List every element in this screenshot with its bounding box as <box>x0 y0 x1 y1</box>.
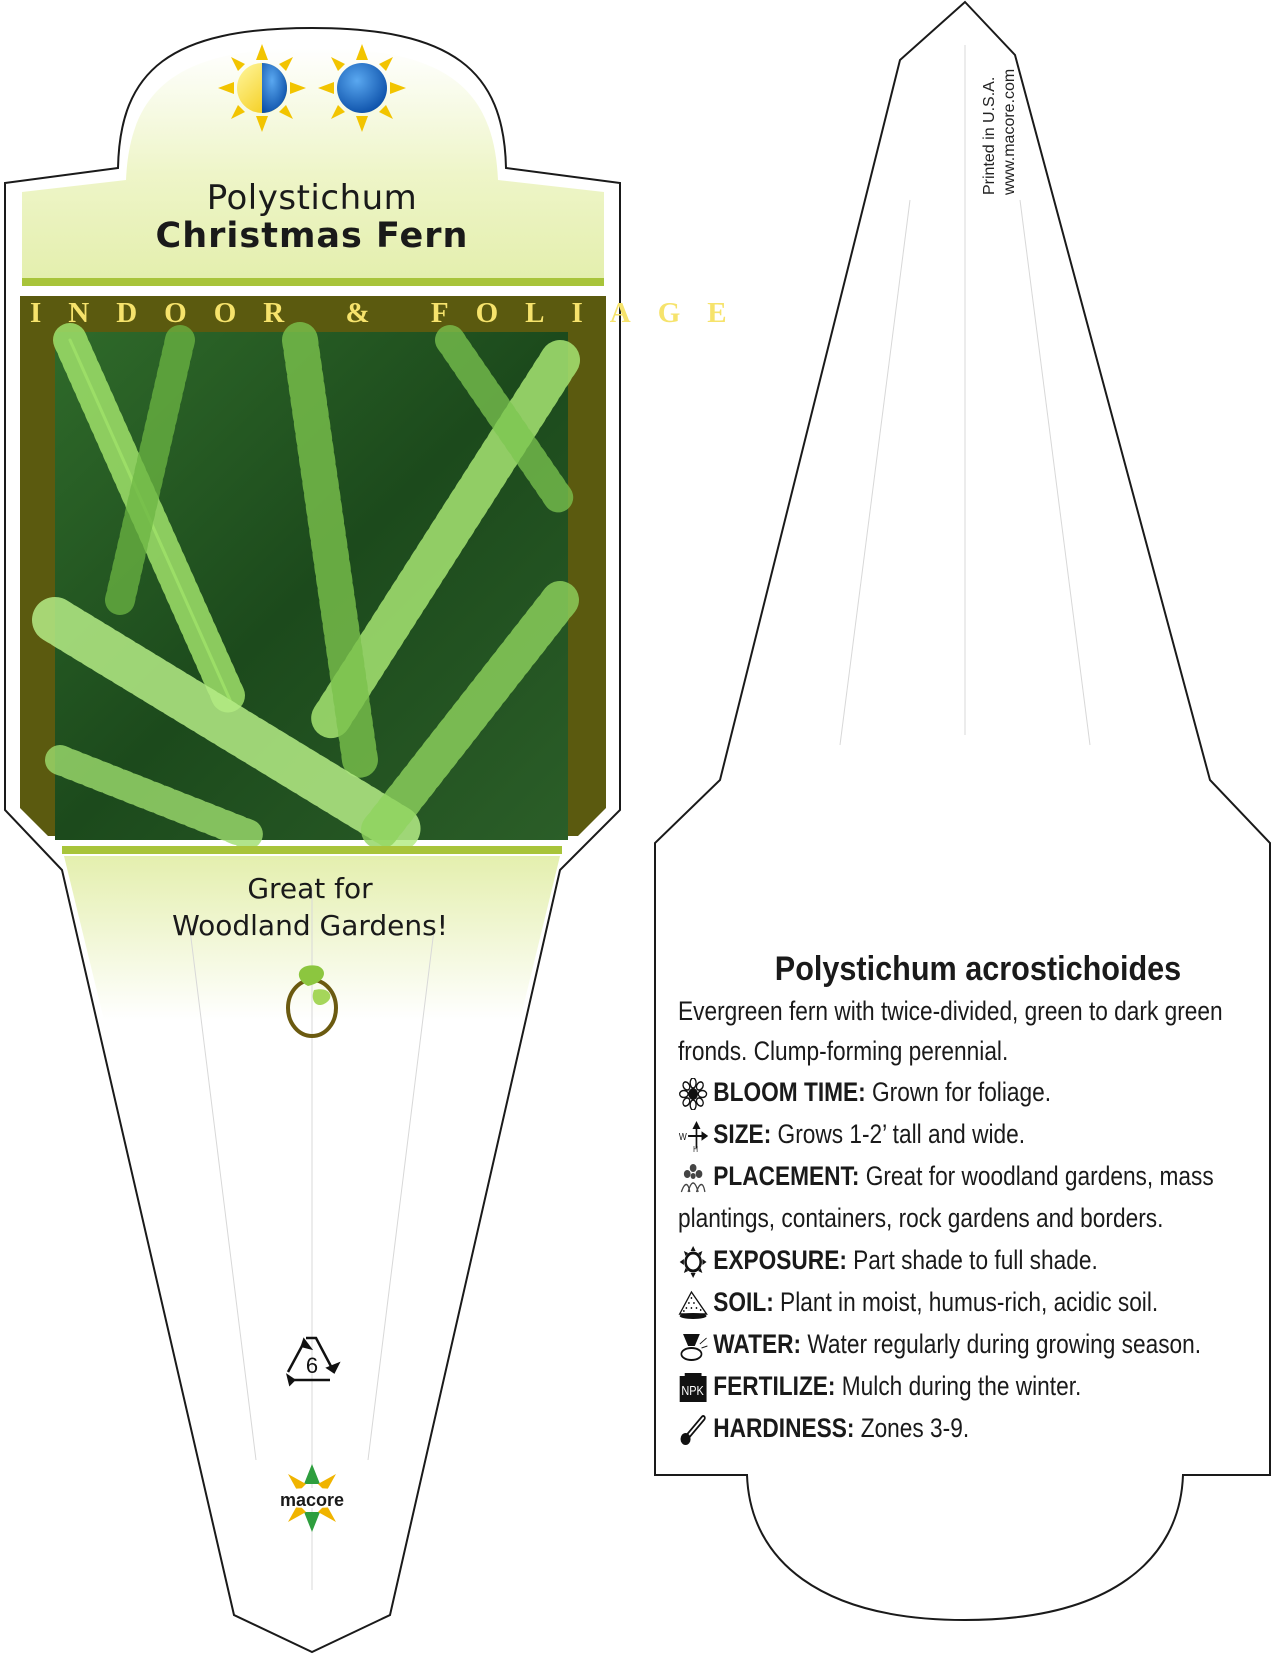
front-header-rule <box>22 278 604 286</box>
plant-description: Evergreen fern with twice-divided, green to dark green fronds. Clump-forming perennial. <box>678 996 1223 1066</box>
placement-icon <box>678 1162 708 1194</box>
attr-label: WATER: <box>713 1329 802 1359</box>
attr-value: Great for woodland gardens, mass plantings, containers, rock gardens and borders. <box>678 1161 1214 1233</box>
thermometer-icon <box>678 1414 708 1446</box>
front-genus-name: Polystichum <box>206 178 418 218</box>
printed-note <box>980 69 1020 195</box>
sun-outline-icon <box>678 1246 708 1278</box>
attr-value: Part shade to full shade. <box>846 1245 1098 1275</box>
attr-size <box>678 1113 1258 1155</box>
front-tagline <box>60 870 560 944</box>
tagline-line-1: Great for <box>247 872 373 905</box>
back-info <box>678 950 1250 1449</box>
soil-pile-icon <box>678 1288 708 1320</box>
attr-soil <box>678 1281 1258 1323</box>
attr-label: PLACEMENT: <box>713 1161 860 1191</box>
attr-water <box>678 1323 1258 1365</box>
part-sun-icon <box>218 44 306 132</box>
attr-label: FERTILIZE: <box>713 1371 836 1401</box>
category-banner: INDOOR & FOLIAGE <box>30 297 754 329</box>
attr-label: SOIL: <box>713 1287 774 1317</box>
front-footer-rule <box>62 846 562 854</box>
attr-exposure <box>678 1239 1258 1281</box>
attr-value: Water regularly during growing season. <box>801 1329 1202 1359</box>
attr-label: BLOOM TIME: <box>713 1077 866 1107</box>
attr-value: Zones 3-9. <box>854 1413 970 1443</box>
attr-label: HARDINESS: <box>713 1413 855 1443</box>
shade-icon <box>318 44 406 132</box>
svg-text:W: W <box>678 1131 687 1143</box>
printed-line-1: Printed in U.S.A. <box>981 76 998 195</box>
size-arrows-icon <box>678 1120 708 1152</box>
tagline-line-2: Woodland Gardens! <box>172 909 448 942</box>
attr-hardiness <box>678 1407 1258 1449</box>
printed-line-2: www.macore.com <box>1001 68 1018 195</box>
watering-can-icon <box>678 1330 708 1362</box>
svg-text:NPK: NPK <box>681 1382 704 1399</box>
recycle-number: 6 <box>305 1353 319 1378</box>
svg-text:H: H <box>693 1144 698 1152</box>
attr-placement <box>678 1155 1258 1239</box>
brand-name: macore <box>279 1490 345 1510</box>
attr-value: Plant in moist, humus-rich, acidic soil. <box>773 1287 1159 1317</box>
flower-icon <box>678 1078 708 1110</box>
attr-label: SIZE: <box>713 1119 772 1149</box>
attr-fertilize <box>678 1365 1258 1407</box>
botanical-name: Polystichum acrostichoides <box>774 950 1182 988</box>
front-common-name: Christmas Fern <box>155 216 469 256</box>
npk-icon <box>678 1372 708 1404</box>
attr-value: Grows 1-2’ tall and wide. <box>771 1119 1026 1149</box>
attr-label: EXPOSURE: <box>713 1245 847 1275</box>
attr-value: Grown for foliage. <box>865 1077 1052 1107</box>
attr-bloom-time <box>678 1071 1258 1113</box>
attr-value: Mulch during the winter. <box>835 1371 1082 1401</box>
